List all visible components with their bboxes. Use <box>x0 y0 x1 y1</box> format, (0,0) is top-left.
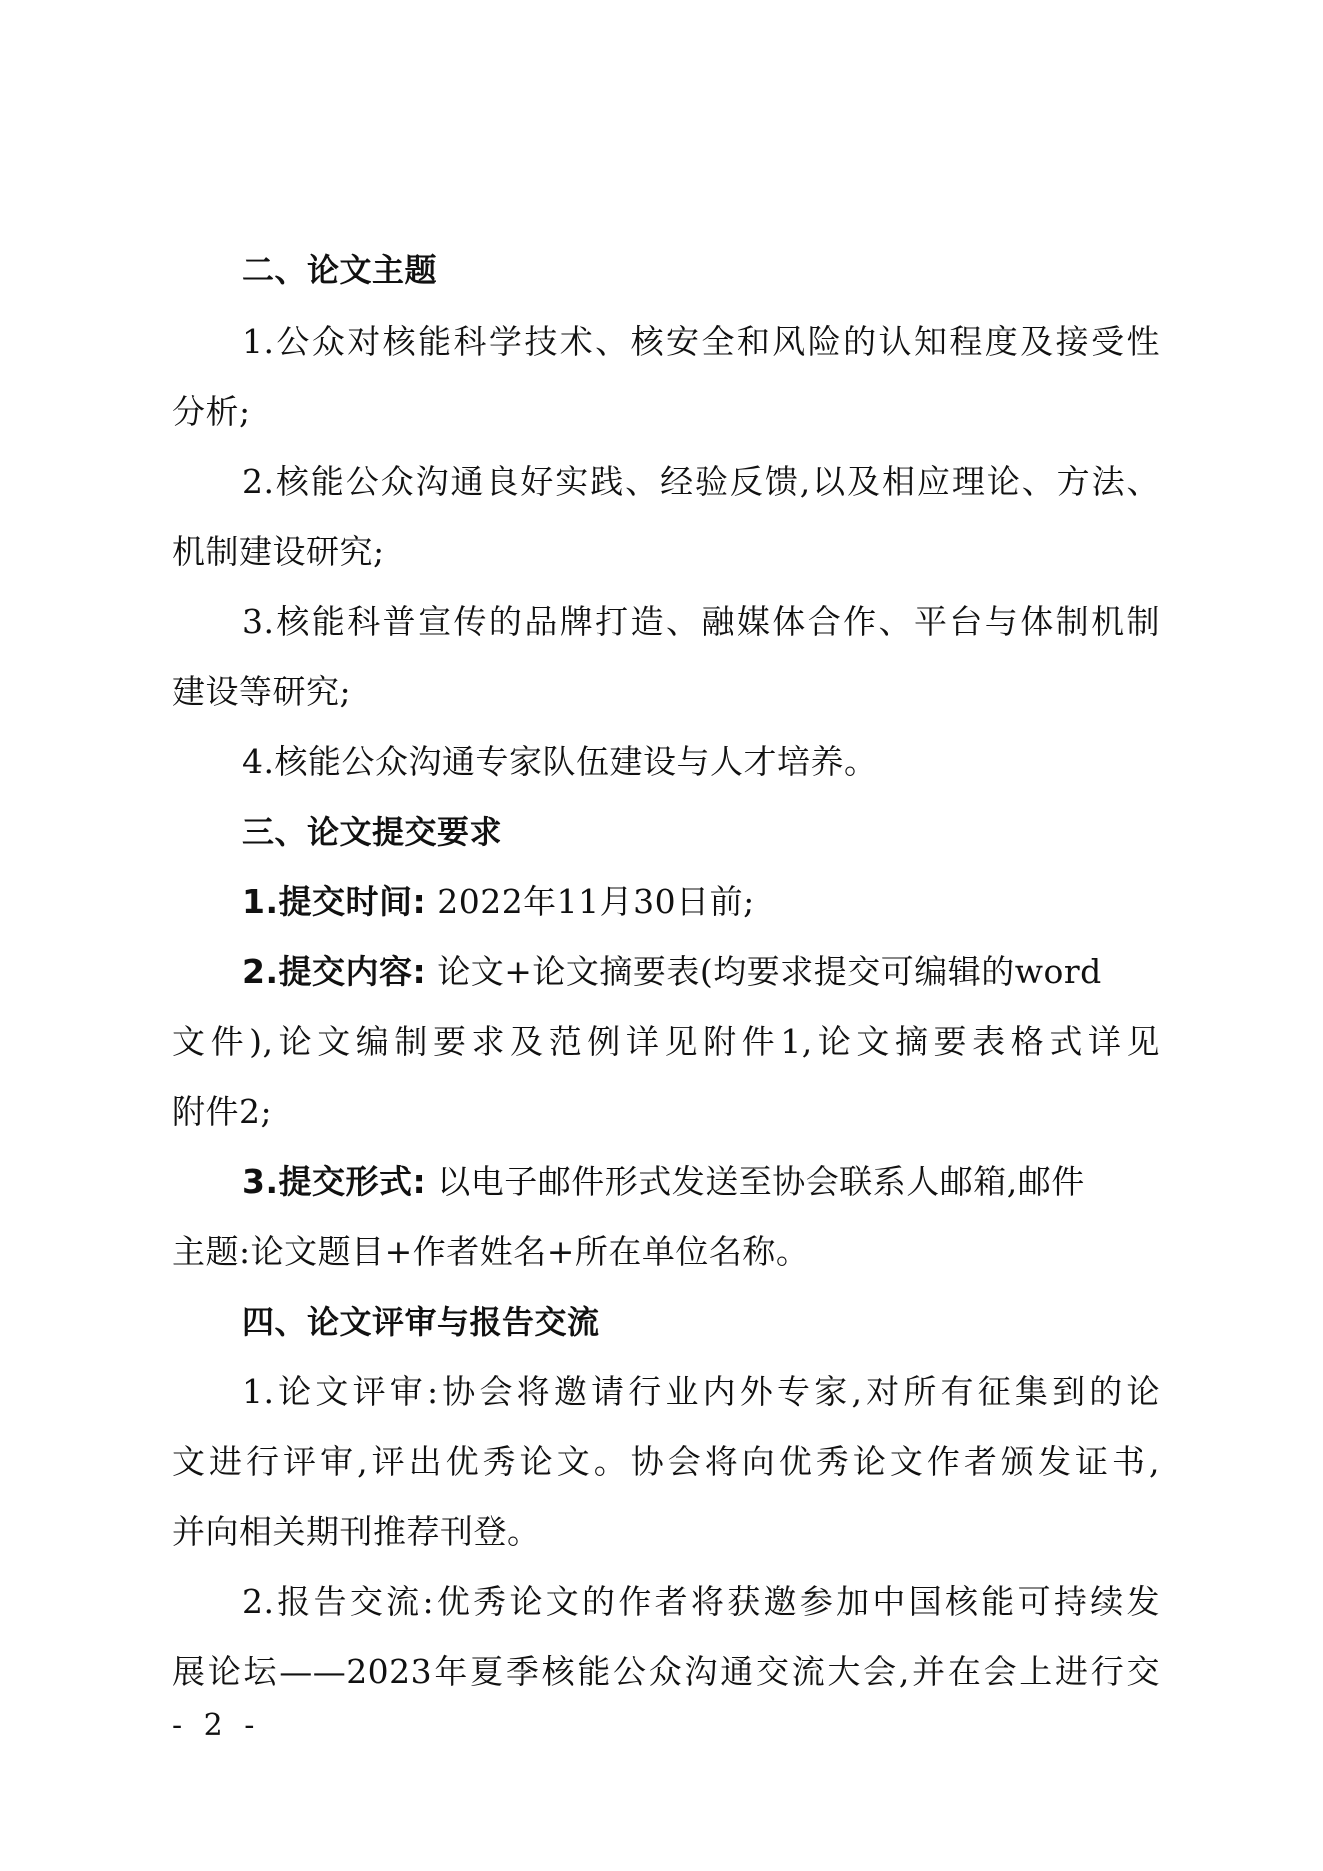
review-line-1: 1.论文评审:协会将邀请行业内外专家,对所有征集到的论 <box>242 1372 1160 1411</box>
topic-item-1-line-2: 分析; <box>172 392 251 431</box>
submission-form-text: 以电子邮件形式发送至协会联系人邮箱,邮件 <box>437 1162 1085 1201</box>
page-number: - 2 - <box>172 1708 261 1743</box>
submission-content-text: 论文+论文摘要表(均要求提交可编辑的word <box>437 952 1102 991</box>
report-line-2: 展论坛——2023年夏季核能公众沟通交流大会,并在会上进行交 <box>172 1652 1160 1691</box>
submission-form-label: 3.提交形式: <box>242 1162 427 1201</box>
submission-time-value: 2022年11月30日前; <box>437 882 755 921</box>
topic-item-3-line-1: 3.核能科普宣传的品牌打造、融媒体合作、平台与体制机制 <box>242 602 1160 641</box>
submission-time-label: 1.提交时间: <box>242 882 427 921</box>
submission-form-line-1 <box>242 1162 1160 1202</box>
section-heading-topics: 二、论文主题 <box>242 251 438 289</box>
submission-content-label: 2.提交内容: <box>242 952 427 991</box>
submission-time-line <box>242 882 1160 922</box>
submission-form-line-2: 主题:论文题目+作者姓名+所在单位名称。 <box>172 1232 810 1271</box>
review-line-3: 并向相关期刊推荐刊登。 <box>172 1512 541 1551</box>
submission-content-line-2: 文件),论文编制要求及范例详见附件1,论文摘要表格式详见 <box>172 1022 1160 1061</box>
submission-content-line-3: 附件2; <box>172 1092 273 1131</box>
review-line-2: 文进行评审,评出优秀论文。协会将向优秀论文作者颁发证书, <box>172 1442 1160 1481</box>
topic-item-1-line-1: 1.公众对核能科学技术、核安全和风险的认知程度及接受性 <box>242 322 1160 361</box>
topic-item-2-line-1: 2.核能公众沟通良好实践、经验反馈,以及相应理论、方法、 <box>242 462 1160 501</box>
submission-content-line-1 <box>242 952 1160 992</box>
section-heading-submission: 三、论文提交要求 <box>242 813 503 851</box>
section-heading-review: 四、论文评审与报告交流 <box>242 1303 600 1341</box>
topic-item-4: 4.核能公众沟通专家队伍建设与人才培养。 <box>242 742 878 781</box>
topic-item-2-line-2: 机制建设研究; <box>172 532 385 571</box>
topic-item-3-line-2: 建设等研究; <box>172 672 352 711</box>
report-line-1: 2.报告交流:优秀论文的作者将获邀参加中国核能可持续发 <box>242 1582 1160 1621</box>
